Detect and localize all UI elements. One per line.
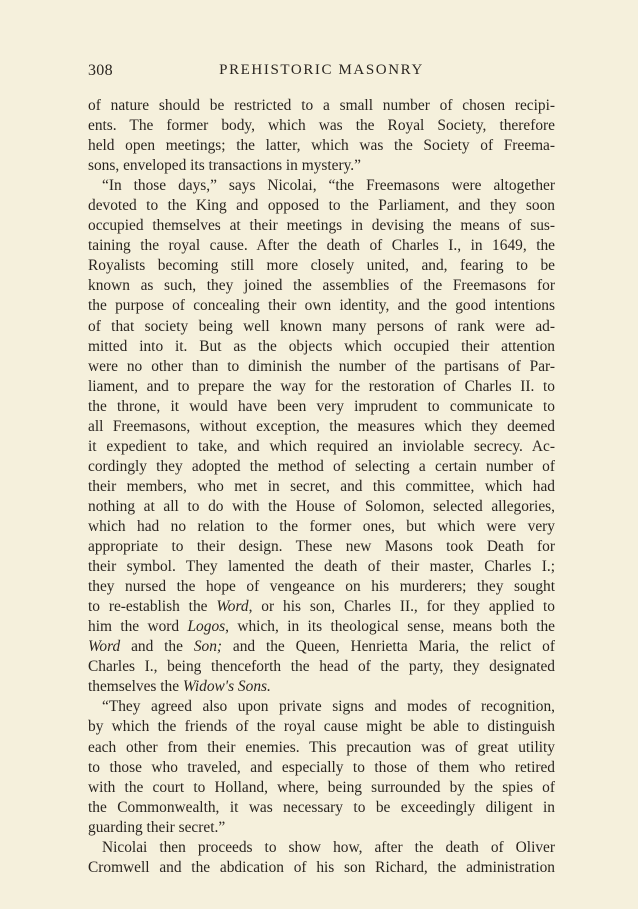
text-line [88, 758, 555, 778]
text-segment: mitted into it. But as the objects which occupied their attention [88, 337, 555, 355]
text-line [88, 317, 555, 337]
text-segment: Cromwell and the abdication of his son Richard, the administration [88, 858, 555, 876]
text-line [88, 477, 555, 497]
text-segment: which had no relation to the former ones, but which were very [88, 517, 555, 535]
italic-text: Logos [187, 618, 226, 636]
text-line [88, 256, 555, 276]
text-segment: , or his son, Charles II., for they applied to [248, 598, 555, 616]
text-line [88, 717, 555, 737]
text-segment: of that society being well known many persons of rank were ad- [88, 317, 555, 335]
text-segment: occupied themselves at their meetings in devising the means of sus- [88, 217, 555, 235]
text-segment: “In those days,” says Nicolai, “the Freemasons were altogether [102, 177, 555, 195]
text-segment: , which, in its theological sense, means both the [225, 618, 555, 636]
text-line [88, 557, 555, 577]
text-segment: of nature should be restricted to a small number of chosen recipi- [88, 97, 555, 114]
text-line [88, 397, 555, 417]
text-segment: known as such, they joined the assemblies of the Freemasons for [88, 277, 555, 295]
text-line [88, 537, 555, 557]
text-segment: liament, and to prepare the way for the restoration of Charles II. to [88, 377, 555, 395]
text-segment: with the court to Holland, where, being surrounded by the spies of [88, 778, 555, 796]
page-header [88, 62, 555, 86]
text-segment: and the [120, 638, 194, 656]
text-segment: Nicolai then proceeds to show how, after the death of Oliver [102, 838, 555, 856]
text-line [88, 577, 555, 597]
text-segment: Royalists becoming still more closely united, and, fearing to be [88, 257, 555, 275]
text-line [88, 417, 555, 437]
text-segment: ents. The former body, which was the Royal Society, therefore [88, 117, 555, 135]
text-segment: their members, who met in secret, and this committee, which had [88, 477, 555, 495]
text-line [88, 116, 555, 136]
text-line [88, 798, 555, 818]
text-segment: devoted to the King and opposed to the Parliament, and they soon [88, 197, 555, 215]
running-title: PREHISTORIC MASONRY [219, 62, 424, 78]
text-line [88, 296, 555, 316]
text-segment: themselves the [88, 678, 183, 696]
text-line [88, 738, 555, 758]
text-segment: by which the friends of the royal cause might be able to distinguish [88, 718, 555, 736]
text-line [88, 657, 555, 677]
text-segment: were no other than to diminish the number of the partisans of Par- [88, 357, 555, 375]
text-segment: taining the royal cause. After the death of Charles I., in 1649, the [88, 237, 555, 255]
text-line [88, 778, 555, 798]
text-line [88, 858, 555, 878]
text-segment: their symbol. They lamented the death of their master, Charles I.; [88, 558, 555, 576]
text-segment: it expedient to take, and which required an inviolable secrecy. Ac- [88, 437, 555, 455]
text-line [88, 517, 555, 537]
text-line [88, 216, 555, 236]
text-line [88, 337, 555, 357]
text-line [88, 457, 555, 477]
text-segment: the purpose of concealing their own identity, and the good intentions [88, 297, 555, 315]
text-segment: nothing at all to do with the House of Solomon, selected allegories, [88, 497, 555, 515]
text-segment: to re-establish the [88, 598, 217, 616]
text-line [88, 176, 555, 196]
italic-text: Son; [193, 638, 223, 656]
text-line [88, 196, 555, 216]
text-line [88, 597, 555, 617]
text-line [88, 276, 555, 296]
text-line [88, 677, 555, 697]
text-segment: him the word [88, 618, 188, 636]
text-line [88, 838, 555, 858]
text-segment: the Commonwealth, it was necessary to be exceedingly diligent in [88, 798, 555, 816]
italic-text: Word [216, 598, 249, 616]
text-segment: they nursed the hope of vengeance on his murderers; they sought [88, 578, 555, 596]
text-segment: the throne, it would have been very imprudent to communicate to [88, 397, 555, 415]
text-segment: appropriate to their design. These new Masons took Death for [88, 538, 555, 556]
text-line [88, 617, 555, 637]
text-line [88, 377, 555, 397]
body-text [88, 96, 555, 878]
text-line [88, 697, 555, 717]
text-line [88, 357, 555, 377]
page-number: 308 [88, 62, 113, 79]
text-line [88, 637, 555, 657]
text-line [88, 96, 555, 116]
text-line [88, 136, 555, 156]
text-line [88, 818, 555, 838]
text-segment: held open meetings; the latter, which was the Society of Freema- [88, 137, 555, 155]
text-segment: sons, enveloped its transactions in mystery.” [88, 157, 361, 175]
text-segment: “They agreed also upon private signs and modes of recognition, [102, 698, 555, 716]
text-segment: each other from their enemies. This precaution was of great utility [88, 738, 555, 756]
text-segment: Charles I., being thenceforth the head of the party, they designated [88, 658, 555, 676]
text-segment: and the Queen, Henrietta Maria, the relict of [222, 638, 555, 656]
italic-text: Widow's Sons. [182, 678, 271, 696]
text-line [88, 437, 555, 457]
text-line [88, 497, 555, 517]
text-segment: all Freemasons, without exception, the measures which they deemed [88, 417, 555, 435]
text-segment: cordingly they adopted the method of selecting a certain number of [88, 457, 555, 475]
italic-text: Word [88, 638, 121, 656]
text-line [88, 236, 555, 256]
text-segment: guarding their secret.” [88, 818, 226, 836]
text-line [88, 156, 555, 176]
text-segment: to those who traveled, and especially to those of them who retired [88, 758, 555, 776]
